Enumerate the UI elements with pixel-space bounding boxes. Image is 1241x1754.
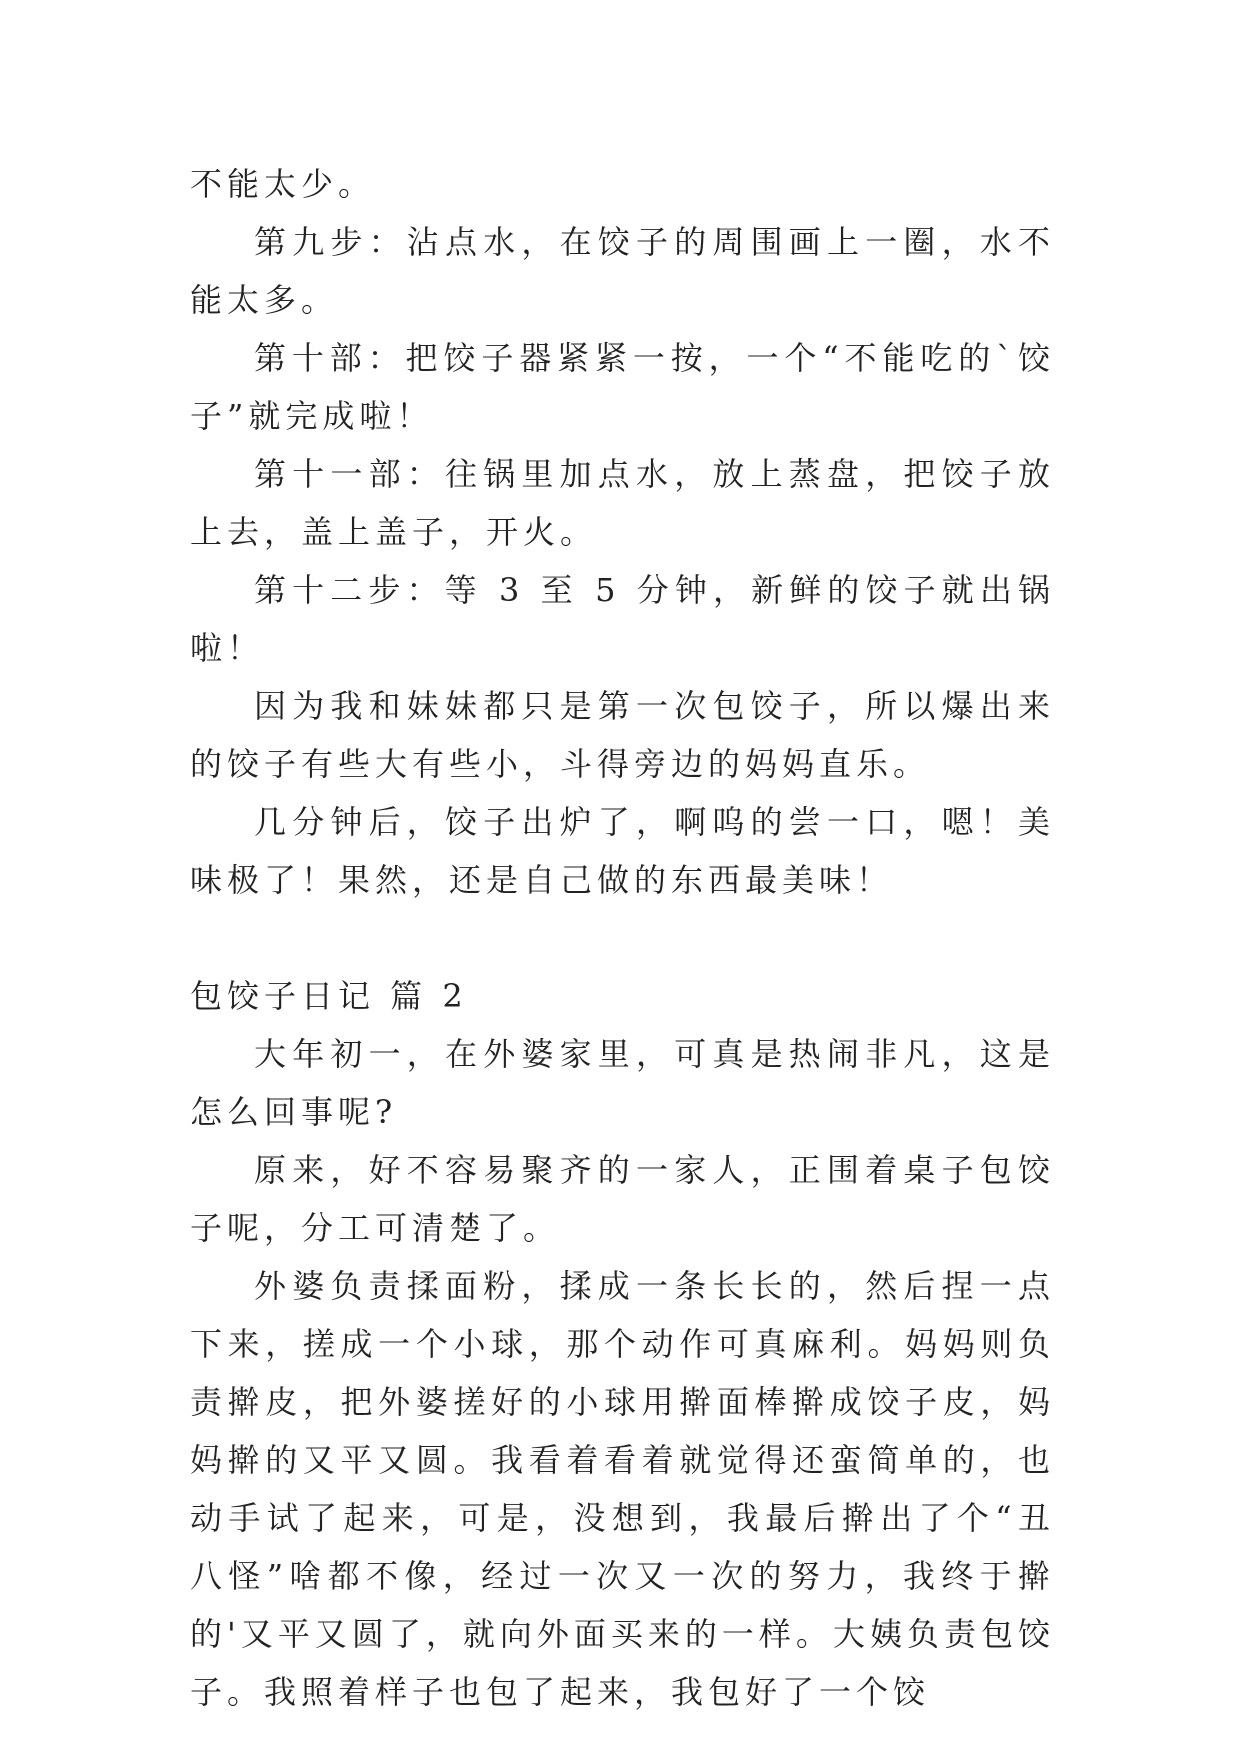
paragraph: 第十部：把饺子器紧紧一按，一个“不能吃的`饺子”就完成啦！ — [190, 339, 1055, 435]
paragraph: 原来，好不容易聚齐的一家人，正围着桌子包饺子呢，分工可清楚了。 — [190, 1151, 1055, 1247]
paragraph: 第九步：沾点水，在饺子的周围画上一圈，水不能太多。 — [190, 223, 1055, 319]
section-spacer — [190, 909, 1055, 967]
paragraph: 第十一部：往锅里加点水，放上蒸盘，把饺子放上去，盖上盖子，开火。 — [190, 455, 1055, 551]
continuation-text: 不能太少。 — [190, 165, 376, 203]
paragraph: 大年初一，在外婆家里，可真是热闹非凡，这是怎么回事呢? — [190, 1035, 1055, 1131]
paragraph: 因为我和妹妹都只是第一次包饺子，所以爆出来的饺子有些大有些小，斗得旁边的妈妈直乐。 — [190, 687, 1055, 783]
paragraph: 几分钟后，饺子出炉了，啊呜的尝一口，嗯！美味极了！果然，还是自己做的东西最美味！ — [190, 803, 1055, 899]
section-title: 包饺子日记 篇 2 — [190, 977, 468, 1015]
paragraph: 外婆负责揉面粉，揉成一条长长的，然后捏一点下来，搓成一个小球，那个动作可真麻利。妈妈则负责擀皮，把外婆搓好的小球用擀面棒擀成饺子皮，妈妈擀的又平又圆。我看着看着就觉得还蛮简单的，也动手试了起来，可是，没想到，我最后擀出了个“丑八怪”啥都不像，经过一次又一次的努力，我终于擀的'又平又圆了，就向外面买来的一样。大姨负责包饺子。我照着样子也包了起来，我包好了一个饺 — [190, 1267, 1055, 1711]
document-body — [190, 155, 1055, 1721]
paragraph: 第十二步：等 3 至 5 分钟，新鲜的饺子就出锅啦！ — [190, 571, 1055, 667]
